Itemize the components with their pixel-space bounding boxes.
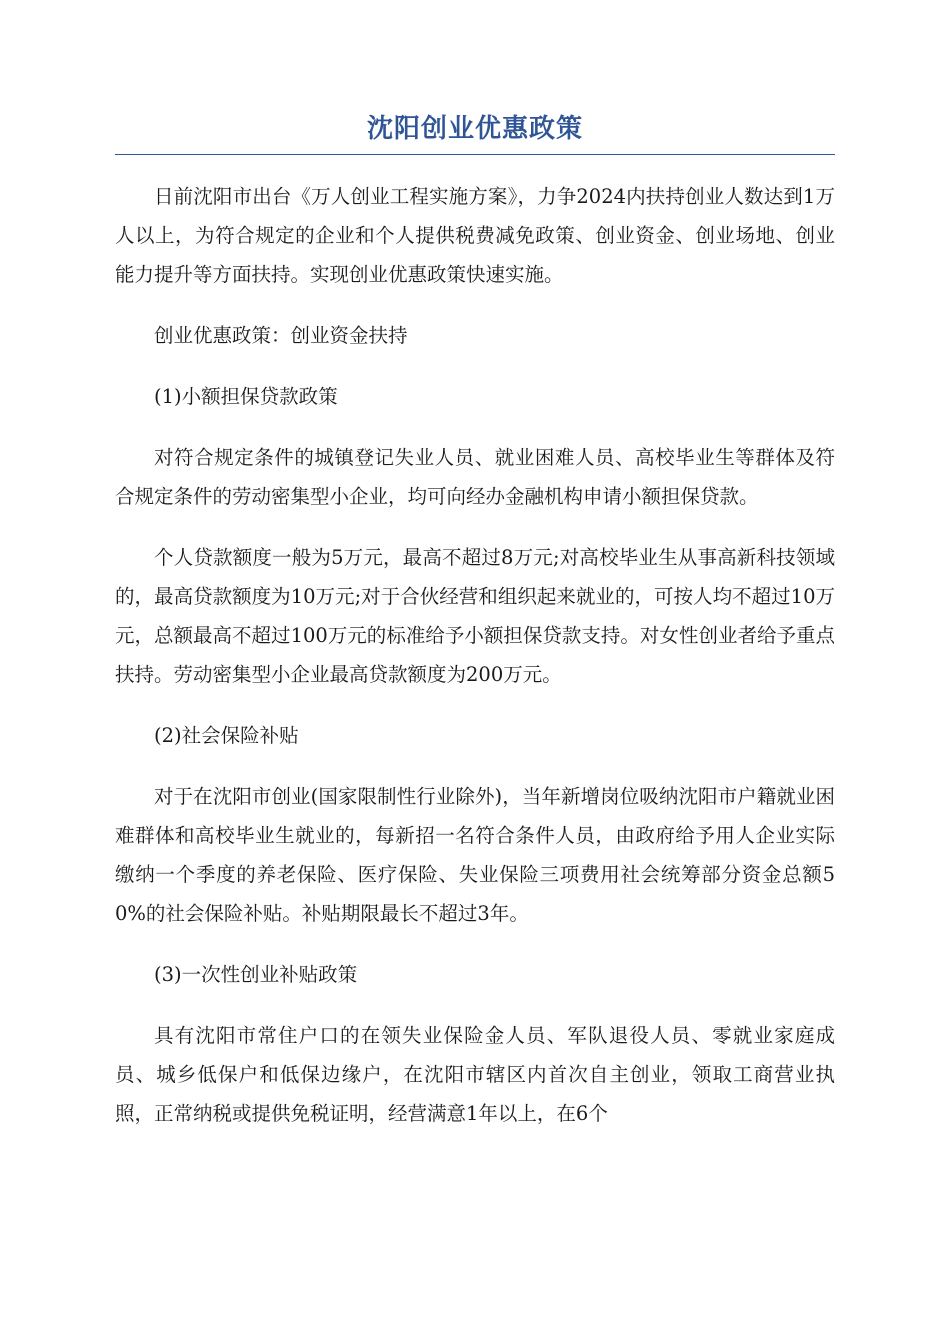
section-heading-funding: 创业优惠政策：创业资金扶持 xyxy=(154,324,408,347)
intro-paragraph: 日前沈阳市出台《万人创业工程实施方案》，力争2024内扶持创业人数达到1万人以上，为符合规定的企业和个人提供税费减免政策、创业资金、创业场地、创业能力提升等方面扶持。实现创业优惠政策快速实施。 xyxy=(115,185,835,286)
document-title: 沈阳创业优惠政策 xyxy=(366,114,583,144)
subsection-heading-one-time-subsidy: (3)一次性创业补贴政策 xyxy=(154,963,358,986)
subsection-heading-loan: (1)小额担保贷款政策 xyxy=(154,385,338,408)
loan-eligibility-paragraph: 对符合规定条件的城镇登记失业人员、就业困难人员、高校毕业生等群体及符合规定条件的劳动密集型小企业，均可向经办金融机构申请小额担保贷款。 xyxy=(115,446,835,508)
subsection-heading-insurance: (2)社会保险补贴 xyxy=(154,724,299,747)
loan-amount-paragraph: 个人贷款额度一般为5万元，最高不超过8万元;对高校毕业生从事高新科技领域的，最高贷款额度为10万元;对于合伙经营和组织起来就业的，可按人均不超过10万元，总额最高不超过100万元的标准给予小额担保贷款支持。对女性创业者给予重点扶持。劳动密集型小企业最高贷款额度为200万元。 xyxy=(115,546,835,686)
title-underline xyxy=(115,154,835,155)
one-time-subsidy-paragraph: 具有沈阳市常住户口的在领失业保险金人员、军队退役人员、零就业家庭成员、城乡低保户和低保边缘户，在沈阳市辖区内首次自主创业，领取工商营业执照，正常纳税或提供免税证明，经营满意1年以上，在6个 xyxy=(115,1024,835,1125)
document-page xyxy=(115,112,835,1155)
insurance-subsidy-paragraph: 对于在沈阳市创业(国家限制性行业除外)，当年新增岗位吸纳沈阳市户籍就业困难群体和高校毕业生就业的，每新招一名符合条件人员，由政府给予用人企业实际缴纳一个季度的养老保险、医疗保险、失业保险三项费用社会统筹部分资金总额50%的社会保险补贴。补贴期限最长不超过3年。 xyxy=(115,785,835,925)
